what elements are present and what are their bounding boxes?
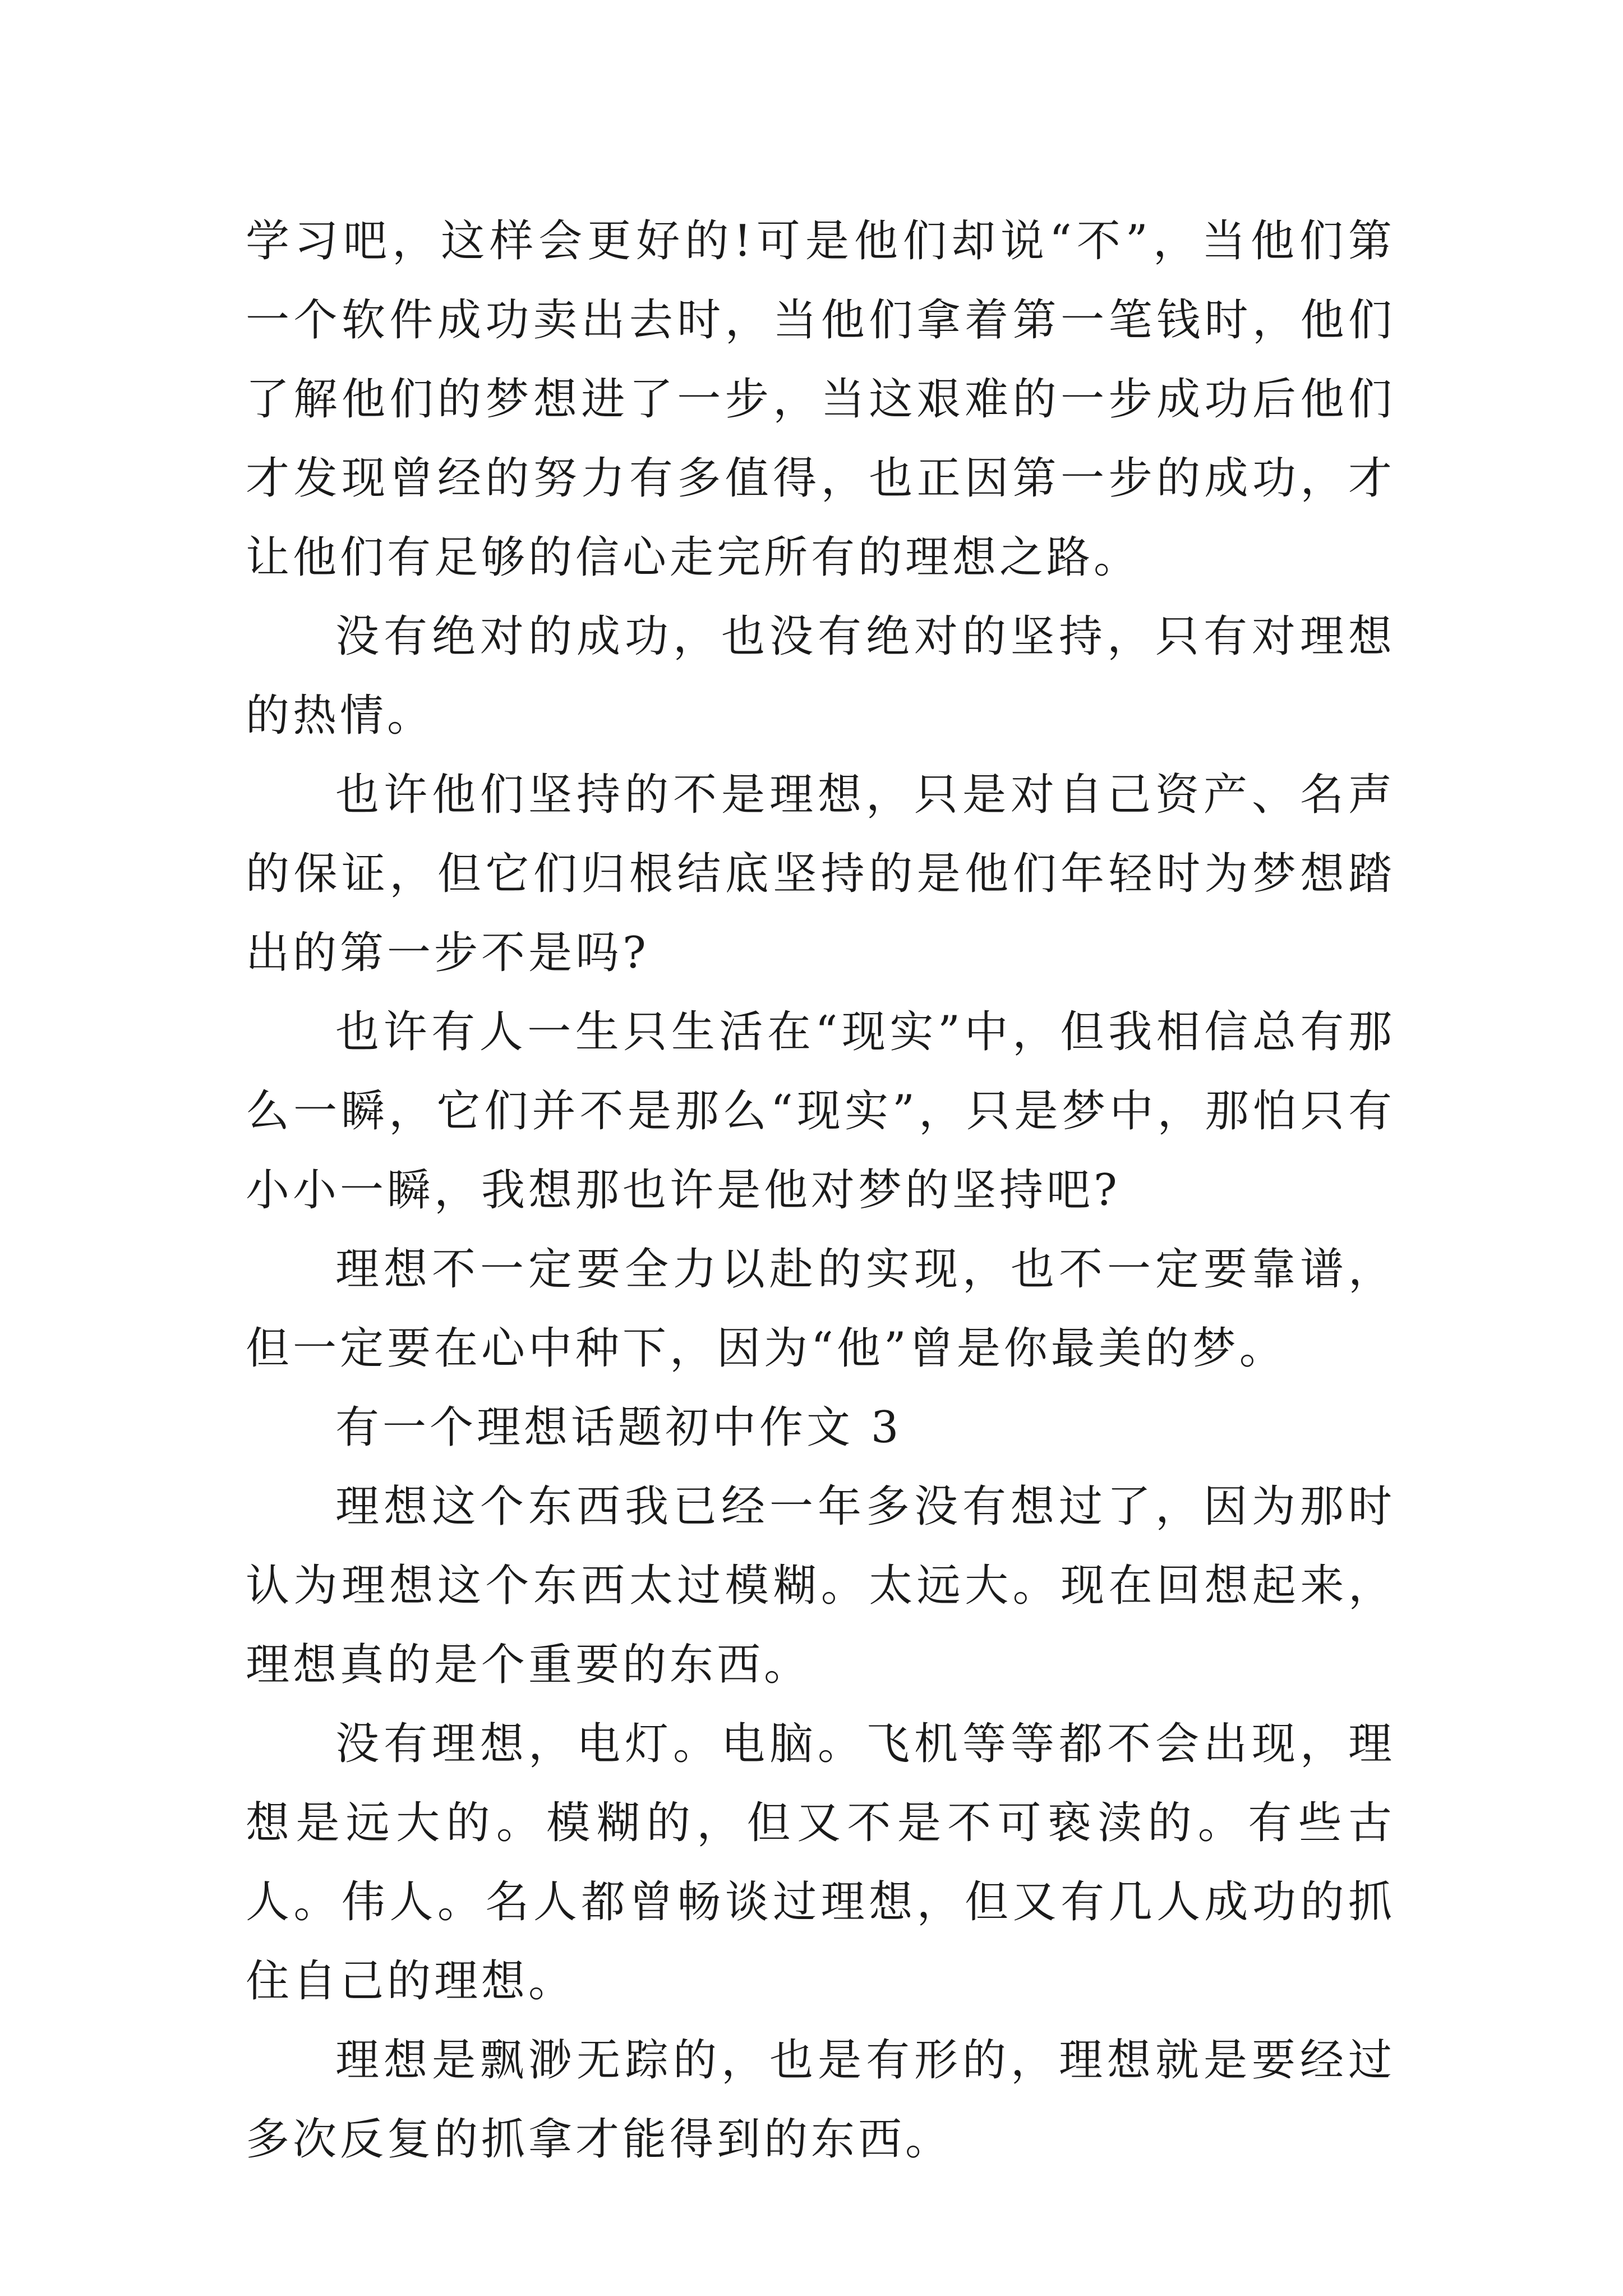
paragraph: 理想这个东西我已经一年多没有想过了，因为那时认为理想这个东西太过模糊。太远大。现在回想起来，理想真的是个重要的东西。 <box>246 1481 1395 1690</box>
paragraph: 没有绝对的成功，也没有绝对的坚持，只有对理想的热情。 <box>246 611 1395 741</box>
paragraph: 也许他们坚持的不是理想，只是对自己资产、名声的保证，但它们归根结底坚持的是他们年轻时为梦想踏出的第一步不是吗? <box>246 770 1395 978</box>
paragraph: 也许有人一生只生活在“现实”中，但我相信总有那么一瞬，它们并不是那么“现实”，只是梦中，那怕只有小小一瞬，我想那也许是他对梦的坚持吧? <box>246 1007 1395 1216</box>
paragraph-continuation: 学习吧，这样会更好的!可是他们却说“不”，当他们第一个软件成功卖出去时，当他们拿着第一笔钱时，他们了解他们的梦想进了一步，当这艰难的一步成功后他们才发现曾经的努力有多值得，也正因第一步的成功，才让他们有足够的信心走完所有的理想之路。 <box>246 216 1395 583</box>
document-body <box>246 202 1395 2179</box>
paragraph: 没有理想，电灯。电脑。飞机等等都不会出现，理想是远大的。模糊的，但又不是不可亵渎的。有些古人。伟人。名人都曾畅谈过理想，但又有几人成功的抓住自己的理想。 <box>246 1719 1395 2007</box>
paragraph: 理想不一定要全力以赴的实现，也不一定要靠谱，但一定要在心中种下，因为“他”曾是你最美的梦。 <box>246 1244 1395 1374</box>
paragraph: 理想是飘渺无踪的，也是有形的，理想就是要经过多次反复的抓拿才能得到的东西。 <box>246 2035 1395 2165</box>
section-heading: 有一个理想话题初中作文 3 <box>335 1402 902 1453</box>
